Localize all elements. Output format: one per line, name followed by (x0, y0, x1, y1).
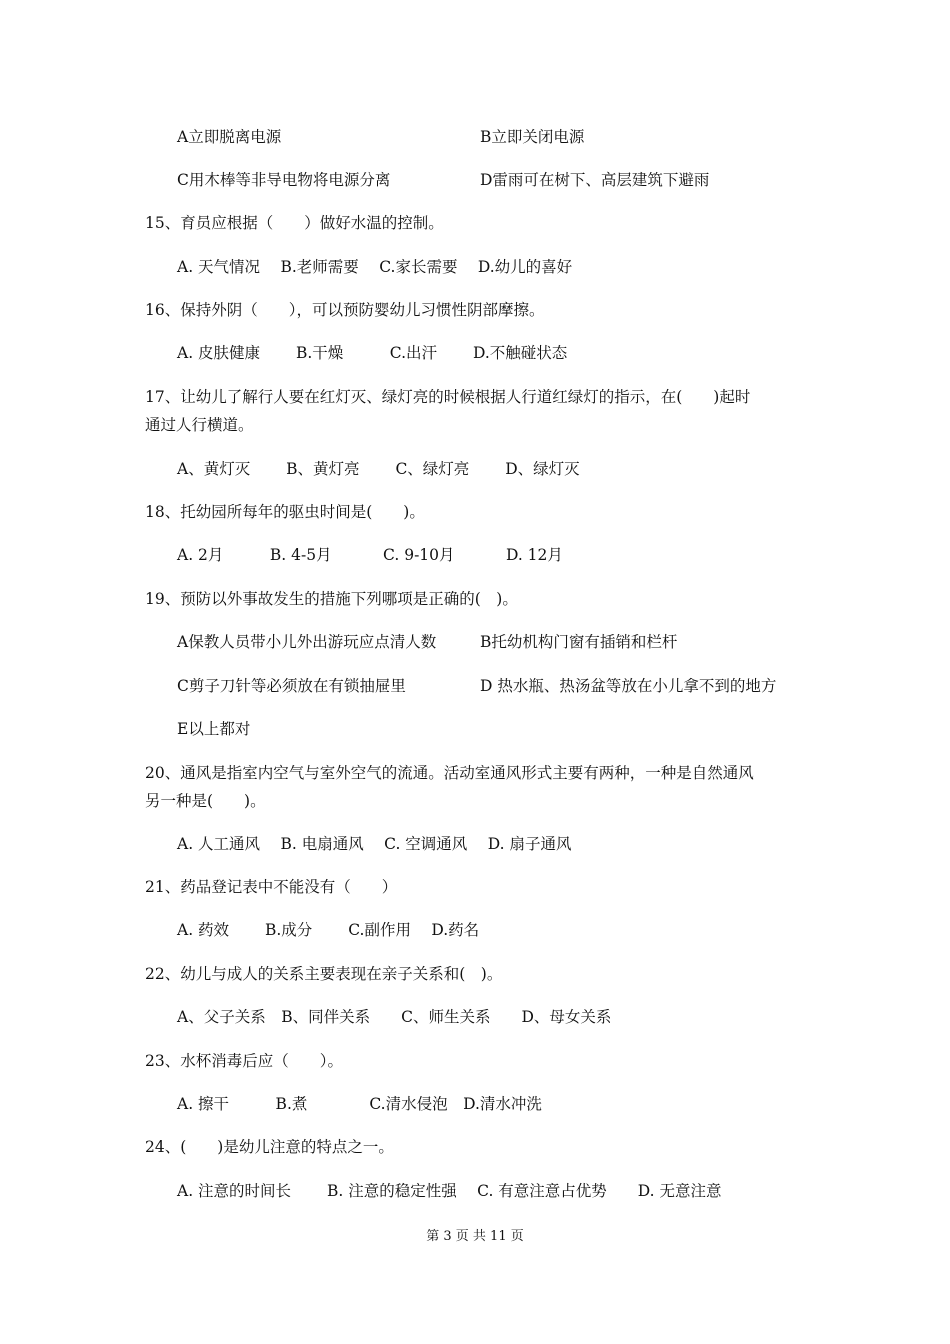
question-19-option-a: A保教人员带小儿外出游玩应点清人数 (177, 633, 437, 651)
question-15: 15、育员应根据（ ）做好水温的控制。 (145, 214, 444, 232)
question-24-options: A. 注意的时间长 B. 注意的稳定性强 C. 有意注意占优势 D. 无意注意 (177, 1182, 722, 1200)
option-d-line: D雷雨可在树下、高层建筑下避雨 (480, 171, 710, 189)
page-footer: 第 3 页 共 11 页 (426, 1229, 524, 1244)
option-c-line: C用木棒等非导电物将电源分离 (177, 171, 391, 189)
question-16-options: A. 皮肤健康 B.干燥 C.出汗 D.不触碰状态 (177, 344, 568, 362)
question-20: 20、通风是指室内空气与室外空气的流通。活动室通风形式主要有两种，一种是自然通风 (145, 764, 754, 782)
option-a-line: A立即脱离电源 (177, 128, 282, 146)
question-19-option-b: B托幼机构门窗有插销和栏杆 (480, 633, 678, 651)
question-16: 16、保持外阴（ ），可以预防婴幼儿习惯性阴部摩擦。 (145, 301, 545, 319)
question-17-options: A、黄灯灭 B、黄灯亮 C、绿灯亮 D、绿灯灭 (177, 460, 580, 478)
question-18: 18、托幼园所每年的驱虫时间是( )。 (145, 503, 425, 521)
question-20-options: A. 人工通风 B. 电扇通风 C. 空调通风 D. 扇子通风 (177, 835, 572, 853)
question-20-continued: 另一种是( )。 (145, 792, 266, 810)
question-18-options: A. 2月 B. 4-5月 C. 9-10月 D. 12月 (177, 546, 563, 564)
question-21-options: A. 药效 B.成分 C.副作用 D.药名 (177, 921, 480, 939)
question-21: 21、药品登记表中不能没有（ ） (145, 878, 398, 896)
question-22: 22、幼儿与成人的关系主要表现在亲子关系和( )。 (145, 965, 503, 983)
question-19-option-d: D 热水瓶、热汤盆等放在小儿拿不到的地方 (480, 677, 777, 695)
question-19-option-c: C剪子刀针等必须放在有锁抽屉里 (177, 677, 406, 695)
question-17: 17、让幼儿了解行人要在红灯灭、绿灯亮的时候根据人行道红绿灯的指示，在( )起时 (145, 388, 751, 406)
question-15-options: A. 天气情况 B.老师需要 C.家长需要 D.幼儿的喜好 (177, 258, 573, 276)
question-19: 19、预防以外事故发生的措施下列哪项是正确的( )。 (145, 590, 518, 608)
option-b-line: B立即关闭电源 (480, 128, 585, 146)
question-19-option-e: E以上都对 (177, 720, 251, 738)
question-23-options: A. 擦干 B.煮 C.清水侵泡 D.清水冲洗 (177, 1095, 542, 1113)
question-17-continued: 通过人行横道。 (145, 416, 254, 434)
question-24: 24、( )是幼儿注意的特点之一。 (145, 1138, 394, 1156)
question-23: 23、水杯消毒后应（ ）。 (145, 1052, 343, 1070)
question-22-options: A、父子关系 B、同伴关系 C、师生关系 D、母女关系 (177, 1008, 612, 1026)
